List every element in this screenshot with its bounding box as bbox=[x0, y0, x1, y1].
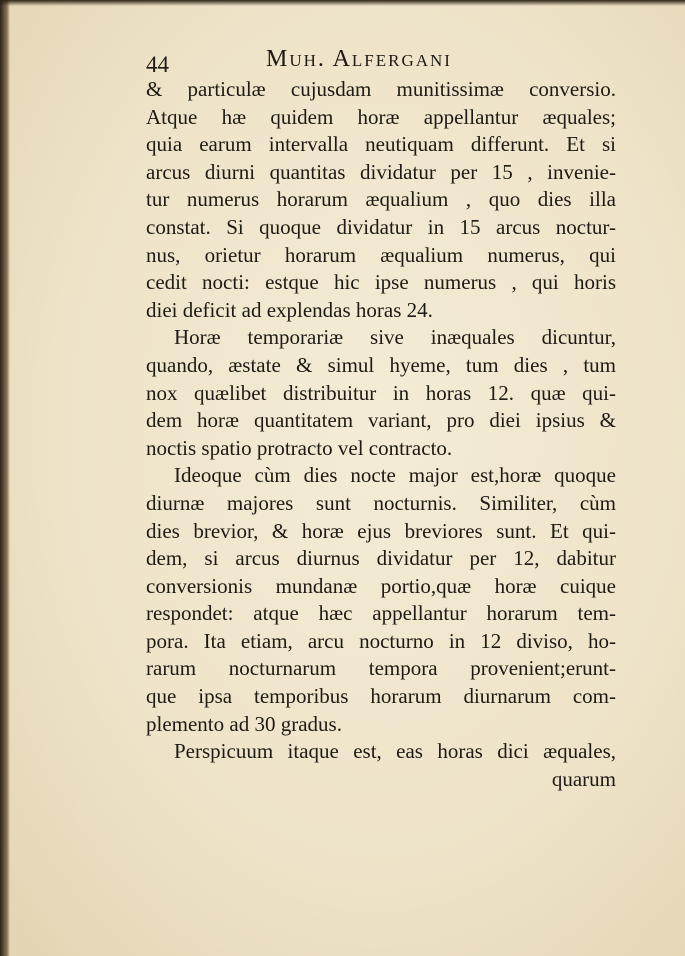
text-line: constat. Si quoque dividatur in 15 arcus noctur- bbox=[146, 214, 616, 239]
body-text bbox=[146, 76, 616, 793]
paragraph-end-line: noctis spatio protracto vel contracto. bbox=[146, 435, 453, 460]
running-head-title: Muh. Alfergani bbox=[266, 46, 452, 72]
text-line: dem, si arcus diurnus dividatur per 12, dabitur bbox=[146, 546, 616, 571]
text-line: dem horæ quantitatem variant, pro diei ipsius & bbox=[146, 408, 616, 433]
text-line: conversionis mundanæ portio,quæ horæ cuique bbox=[146, 573, 616, 598]
page-number: 44 bbox=[146, 52, 169, 77]
text-line: quando, æstate & simul hyeme, tum dies , tum bbox=[146, 352, 616, 377]
text-line: tur numerus horarum æqualium , quo dies illa bbox=[146, 187, 616, 212]
text-line: Atque hæ quidem horæ appellantur æquales; bbox=[146, 104, 616, 129]
paragraph-start-line: Horæ temporariæ sive inæquales dicuntur, bbox=[174, 325, 616, 350]
text-line: dies brevior, & horæ ejus breviores sunt. Et qui- bbox=[146, 518, 616, 543]
paragraph-end-line: plemento ad 30 gradus. bbox=[146, 711, 342, 736]
catchword: quarum bbox=[551, 766, 616, 791]
text-line: nox quælibet distribuitur in horas 12. quæ qui- bbox=[146, 380, 616, 405]
text-line: quia earum intervalla neutiquam differunt. Et si bbox=[146, 132, 616, 157]
text-line: & particulæ cujusdam munitissimæ conversio. bbox=[146, 77, 616, 101]
text-line: nus, orietur horarum æqualium numerus, qui bbox=[146, 242, 616, 267]
paragraph-start-line: Perspicuum itaque est, eas horas dici æquales, bbox=[174, 739, 616, 764]
text-line: respondet: atque hæc appellantur horarum tem- bbox=[146, 601, 616, 626]
text-line: rarum nocturnarum tempora provenient;erunt- bbox=[146, 656, 616, 681]
text-line: arcus diurni quantitas dividatur per 15 , invenie- bbox=[146, 159, 616, 184]
page-edge-shadow bbox=[0, 0, 10, 956]
text-line: pora. Ita etiam, arcu nocturno in 12 diviso, ho- bbox=[146, 628, 616, 653]
paragraph-start-line: Ideoque cùm dies nocte major est,horæ quoque bbox=[174, 463, 616, 488]
paragraph-end-line: diei deficit ad explendas horas 24. bbox=[146, 297, 433, 322]
text-line: que ipsa temporibus horarum diurnarum com- bbox=[146, 684, 616, 709]
running-head bbox=[146, 44, 606, 80]
text-line: cedit nocti: estque hic ipse numerus , qui horis bbox=[146, 270, 616, 295]
page-top-shadow bbox=[0, 0, 685, 6]
text-line: diurnæ majores sunt nocturnis. Similiter, cùm bbox=[146, 490, 616, 515]
